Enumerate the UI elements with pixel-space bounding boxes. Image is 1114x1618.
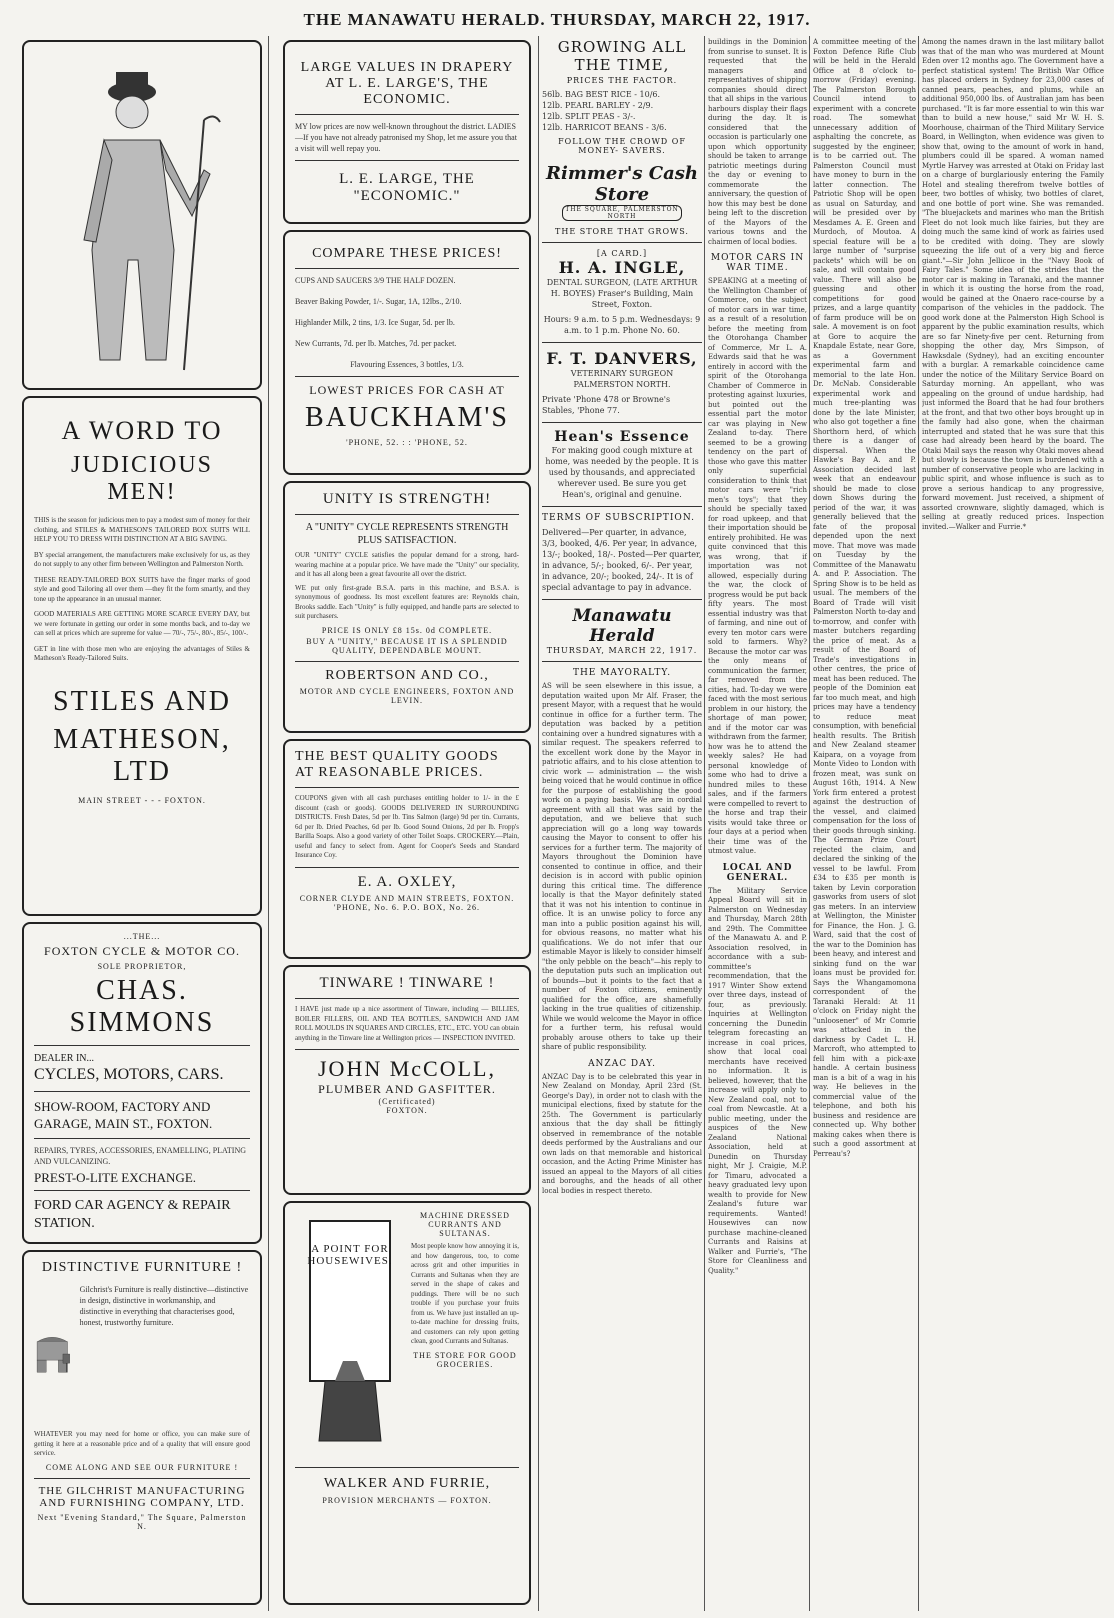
furn-company: THE GILCHRIST MANUFACTURING AND FURNISHING COMPANY, LTD.: [38, 1484, 246, 1509]
tin-place: FOXTON.: [386, 1106, 428, 1115]
cycle-company: FOXTON CYCLE & MOTOR CO.: [44, 944, 240, 958]
heans-text: For making good cough mixture at home, was needed by the people. It is used by thousands, and appreciated wherever used. Be sure you get Hean's, original and genuine.: [545, 446, 699, 499]
column-6: [922, 38, 1104, 1613]
cycle-repairs: REPAIRS, TYRES, ACCESSORIES, ENAMELLING, PLATING AND VULCANIZING.: [34, 1146, 247, 1166]
cycle-prest: PREST-O-LITE EXCHANGE.: [34, 1170, 197, 1185]
large-name: L. E. LARGE, THE "ECONOMIC.": [339, 171, 475, 204]
local-text: The Military Service Appeal Board will sit in Palmerston on Wednesday and Thursday, March 28th and 29th. The Committee of the Manawatu A. and P. Association resolved, in accordance with a sub-committee's recommendation, that the 1917 Winter Show extend over three days, instead of four, as previously. Inquiries at Wellington concerning the Dunedin telegram forecasting an increase in coal prices, show that local coal merchants have received no information. It is believed, however, that the increase will apply only to New Zealand coal, not to coal from Newcastle. At a public meeting, under the auspices of the New Zealand National Association, held at Dunedin on Thursday night, Mr J. Craigie, M.P. for Timaru, advocated a heavy graduated levy upon wealth to provide for New Zealand's future war requirements. Wanted! Housewives can now purchase machine-cleaned Currants and Raisins at Walker and Furrie's, "The Store for Cleanliness and Quality.": [708, 886, 807, 1275]
word-title: A WORD TO: [61, 416, 223, 445]
walker-store: THE STORE FOR GOOD GROCERIES.: [413, 1350, 517, 1369]
grow-follow: FOLLOW THE CROWD OF MONEY- SAVERS.: [558, 137, 686, 155]
bauck-phone: 'PHONE, 52. : : 'PHONE, 52.: [346, 438, 468, 447]
column-5: [813, 38, 916, 1613]
walker-furrie-ad: [283, 1201, 531, 1605]
word-p3: THESE READY-TAILORED BOX SUITS have the finger marks of good style and good Tailoring all over them —they fit the form smartly, and they tone up the appearance in an unusual manner.: [34, 575, 250, 603]
column-rule: [268, 36, 269, 1611]
masthead: THE MANAWATU HERALD. THURSDAY, MARCH 22, 1917.: [303, 10, 811, 29]
walker-name: WALKER AND FURRIE,: [323, 1476, 491, 1491]
herald-date: THURSDAY, MARCH 22, 1917.: [546, 646, 698, 655]
compare-item: CUPS AND SAUCERS 3/9 THE HALF DOZEN.: [295, 276, 456, 285]
tin-sub: PLUMBER AND GASFITTER.: [318, 1082, 496, 1096]
tin-name: JOHN McCOLL,: [318, 1056, 496, 1081]
walker-sub: PROVISION MERCHANTS — FOXTON.: [322, 1496, 492, 1505]
rim-square: THE SQUARE, PALMERSTON NORTH: [562, 205, 682, 221]
unity-sub: A "UNITY" CYCLE REPRESENTS STRENGTH PLUS SATISFACTION.: [305, 522, 509, 546]
column-rule: [809, 36, 810, 1611]
stiles-address: MAIN STREET - - - FOXTON.: [78, 795, 206, 805]
stiles-name-1: STILES AND: [53, 685, 231, 717]
cycle-owner: CHAS. SIMMONS: [69, 975, 215, 1038]
walker-point: A POINT FOR HOUSEWIVES.: [307, 1243, 393, 1267]
col5-text: A committee meeting of the Foxton Defence Rifle Club will be held in the Herald Office at 8 o'clock to-morrow (Friday) evening. The Palmerston Borough Council intend to experiment with a concrete road. The somewhat unnecessary addition of asphalting the concrete, as suggested by the engineer, is to be carried out. The Palmerston Council must have money to burn in the latter connection. The Patriotic Shop will be open as usual on Saturday, and will be presided over by Mesdames A. E. Green and Murdoch, of Moutoa. A special feature will be a large number of "surprise packets" which will be on sale, and will contain good value. There will also be guessing and other competitions for good prizes, and a large quantity of farm produce will be on sale. A movement is on foot at Gore to acquire the Knapdale Estate, near Gore, as a Government experimental farm and memorial to the late Hon. Dr. McNab. Considerable experimental work and much tree-planting was done by the late Minister, who also got together a fine Shorthorn herd, of which there is a danger of dispersal. When the Hawke's Bay A. and P. Association decided last week that an endeavour should be made to close down Shows during the period of the war, it was generally believed that the fate of the proposal depended upon the next move. That move was made on Tuesday by the Committee of the Manawatu A. and P. Association. The Spring Show is to be held as usual. The members of the Board of Trade will visit Palmerston North to-day and to-morrow, and confer with master butchers regarding the price of meat. As a result of the Board of Trade's investigations in other centres, the price of meat has been reduced. The people of the Dominion eat far too much meat, and high prices may have a tendency to reduce meat consumption, with beneficial health results. The British and New Zealand steamer Kaipara, on a voyage from Monte Video to London with frozen meat, was sunk on August 16th, 1914. A New York firm entered a protest against the destruction of the vessel, and claimed compensation for the loss of their goods through sinking. The German Prize Court rejected the claim, and declared the sinking of the vessel to be lawful. From £34 to £35 per month is taken by Levin corporation gasworks from users of slot gas meters. In an interview at Wellington, the Minister for Finance, the Hon. J. G. Ward, said that the cost of the war to the Dominion has been heavy, and interest and sinking fund on the war loans must be provided for. Says the Whangamomona correspondent of the Taranaki Herald: At 11 o'clock on Friday night the "unloosener" of Mr Comrie was attacked in the darkness by Cadet L. H. Marcroft, who attempted to fell him with a pick-axe handle. A certain business man is a bit of a wag in his way. He believes in the commercial value of the telephone, and both his business and residence are connected up. Why bother making cakes when there is such a good assortment at Perreau's?: [813, 38, 916, 1158]
column-rule: [538, 36, 539, 1611]
danvers-sub: VETERINARY SURGEON PALMERSTON NORTH.: [570, 369, 674, 389]
grow-item: 12lb. PEARL BARLEY - 2/9.: [542, 101, 654, 110]
compare-item: Flavouring Essences, 3 bottles, 1/3.: [350, 360, 464, 369]
word-p4: GOOD MATERIALS ARE GETTING MORE SCARCE EVERY DAY, but we were fortunate in getting our order in some months back, and to-day we can sell at prices which are supreme for value — 70/-, 75/-, 80/-, 85/-, 100/-.: [34, 610, 250, 637]
unity-p2: WE put only first-grade B.S.A. parts in this machine, and B.S.A. is synonymous of goodness. Its most excellent features are: Reynolds chain, Brooks saddle. Each "Unity" is fully equipped, and handle parts are selected to suit purchasers.: [295, 583, 519, 620]
anzac-heading: ANZAC DAY.: [588, 1058, 656, 1069]
column-rule: [704, 36, 705, 1611]
compare-item: New Currants, 7d. per lb. Matches, 7d. per packet.: [295, 339, 457, 348]
cycle-sole: SOLE PROPRIETOR,: [97, 962, 187, 971]
oxley-ad: [283, 739, 531, 959]
rim-grows: THE STORE THAT GROWS.: [555, 227, 689, 236]
mayor-heading: THE MAYORALTY.: [572, 668, 672, 678]
furn-text: Gilchrist's Furniture is really distinctive—distinctive in design, distinctive in workmanship, and distinctive in everything that characterises good, honest, trustworthy furniture.: [79, 1285, 249, 1327]
bauck-lowest: LOWEST PRICES FOR CASH AT: [309, 383, 505, 397]
ingle-hours: Hours: 9 a.m. to 5 p.m. Wednesdays: 9 a.m. to 1 p.m. Phone No. 60.: [543, 315, 701, 335]
tin-title: TINWARE ! TINWARE !: [319, 975, 495, 991]
word-title-2: JUDICIOUS MEN!: [70, 452, 213, 505]
walker-text: Most people know how annoying it is, and how dangerous, too, to come across grit and other impurities in Currants and Sultanas when they are served in the shape of cakes and puddings. There will be no such trouble if you purchase your fruits from us. We have just installed an up-to-date machine for dressing fruits, and customers can rely upon getting clean, good Currants and Sultanas.: [411, 1242, 519, 1345]
cycle-showroom: SHOW-ROOM, FACTORY AND GARAGE, MAIN ST., FOXTON.: [34, 1099, 213, 1131]
large-drapery-ad: [283, 40, 531, 224]
rob-name: ROBERTSON AND CO.,: [325, 667, 489, 683]
tin-text: I HAVE just made up a nice assortment of Tinware, including — BILLIES, BOILER FILLERS, OIL AND TEA BOTTLES, SANDWICH AND JAM ROLL MOULDS IN SQUARES AND CIRCLES, ETC., ETC. YOU can obtain anything in the Tinware line at Wellington prices — INSPECTION INVITED.: [295, 1005, 519, 1042]
bauckham-ad: [283, 230, 531, 475]
unity-title: UNITY IS STRENGTH!: [322, 491, 492, 507]
terms-title: TERMS OF SUBSCRIPTION.: [542, 513, 695, 523]
bauck-name: BAUCKHAM'S: [305, 402, 509, 433]
unity-buy: BUY A "UNITY," BECAUSE IT IS A SPLENDID QUALITY, DEPENDABLE MOUNT.: [306, 636, 508, 655]
local-heading: LOCAL AND GENERAL.: [722, 862, 793, 883]
oxley-address: CORNER CLYDE AND MAIN STREETS, FOXTON. 'PHONE, No. 6. P.O. BOX, No. 26.: [299, 893, 515, 912]
stiles-name-2: MATHESON, LTD: [53, 723, 231, 787]
cycle-goods: CYCLES, MOTORS, CARS.: [34, 1066, 224, 1083]
oxley-title: THE BEST QUALITY GOODS AT REASONABLE PRICES.: [295, 749, 499, 780]
unity-price: PRICE IS ONLY £8 15s. 0d COMPLETE.: [321, 625, 493, 635]
ingle-card: [A CARD.]: [596, 249, 648, 258]
furn-p2: WHATEVER you may need for home or office, you can make sure of getting it here at a reasonable price and of a quality that will ensure good service.: [34, 1430, 250, 1457]
col4-p1: buildings in the Dominion from sunrise to sunset. It is requested that the managers and representatives of shipping companies should direct that all ships in the various harbours display their flags during the day. It is considered that the occasion is particularly one upon which opportunity should be taken to arrange patriotic meetings during the day or evening to commemorate the anniversary, the question of how this may best be done being left to the discretion of the Mayors of the various towns and the chairmen of local bodies.: [708, 38, 807, 246]
oxley-name: E. A. OXLEY,: [357, 873, 457, 890]
grow-item: 12lb. HARRICOT BEANS - 3/6.: [542, 123, 667, 132]
col6-text: Among the names drawn in the last military ballot was that of the man who was murdered at Mount Eden over 12 months ago. The Government have a perfect statistical system! The British War Office has placed orders in Sydney for 23,000 cases of canned pears, peaches, and plums, while an additional 950,000 lbs. of Australian jam has been purchased. "It is far more essential to win this war than to build a new house," said Mr W. H. S. Moorhouse, chairman of the Third Military Service Board, in Wellington, when evidence was given to show that, owing to the amount of work in hand, plumbers could ill be spared. A woman named Myrtle Harvey was arrested at Otaki on Friday last on a charge of burglariously entering the Family Hotel and stealing therefrom twelve bottles of beer, two bottles of whisky, two bottles of claret, and one bottle of port wine. She was remanded. "The bluejackets and marines who man the British Fleet do not look much like fairies, but they are doing much the same kind of work as fairies used to be credited with doing. They are slowly squeezing the life out of a very big and fierce giant."—Sir John Jellicoe in the "Navy Book of Fairy Tales." Some idea of the strides that the motor car is making in Taranaki, and the manner in which it is ousting the horse from the road, would be gained at the Onaero race-course by a comparison of the vehicles in the paddock. The good work done at the Palmerston High School is apparent by the public examination results, which are so far Ninety-five per cent. Returning from shopping the other day, Mrs Simpson, of Hawksdale (Sydney), had an exciting encounter with a burglar. A remarkable coincidence came under the notice of the Military Service Board on Saturday morning. An appellant, who was appealing on the ground of undue hardship, had just informed the Board that he had four brothers at the front, and that two other boys brought up in the family had also gone, when the chairman interrupted and stated that he was sure that this case had already been heard by the board. The Otaki Mail says the reason why Otaki moves ahead but slowly is because the town is burdened with a number of conservative people who are lacking in public spirit, and whose influence is such as to prove a serious handicap to any progressive, forward movement. Just received, a shipment of assorted crownware, slightly damaged, which is selling at greatly reduced prices. Inspection invited.—Walker and Furrie.*: [922, 38, 1104, 531]
word-p5: GET in line with those men who are enjoying the advantages of Stiles & Matheson's Ready-Tailored Suits.: [34, 644, 250, 662]
cycle-dealer: DEALER IN...: [34, 1053, 94, 1064]
danvers-name: F. T. DANVERS,: [546, 349, 698, 368]
grow-item: 56lb. BAG BEST RICE - 10/6.: [542, 90, 661, 99]
suit-illustration-ad: [22, 40, 262, 390]
word-p2: BY special arrangement, the manufacturers make exclusively for us, as they do not supply to any other firm between Wellington and Palmerston North.: [34, 550, 250, 568]
terms-text: Delivered—Per quarter, in advance, 3/3, booked, 4/6. Per year, in advance, 13/-; booked, 18/-. Posted—Per quarter, in advance, 5/-; booked, 6/-. Per year, in advance, 20/-; booked, 24/-. It is of special advantage to pay in advance.: [542, 528, 702, 592]
stiles-matheson-ad: [22, 396, 262, 916]
large-title: LARGE VALUES IN DRAPERY AT L. E. LARGE'S, THE ECONOMIC.: [300, 60, 514, 107]
danvers-phone: Private 'Phone 478 or Browne's Stables, 'Phone 77.: [542, 395, 671, 415]
mccoll-tinware-ad: [283, 965, 531, 1195]
rimmers-logo: Rimmer's Cash Store: [546, 163, 698, 205]
furn-come: COME ALONG AND SEE OUR FURNITURE !: [45, 1462, 239, 1472]
grow-title: GROWING ALL THE TIME,: [557, 38, 687, 74]
large-text: MY low prices are now well-known throughout the district. LADIES—If you have not already patronised my Shop, let me assure you that a visit will well repay you.: [295, 122, 517, 153]
grow-item: 12lb. SPLIT PEAS - 3/-.: [542, 112, 636, 121]
compare-item: Highlander Milk, 2 tins, 1/3. Ice Sugar, 5d. per lb.: [295, 318, 455, 327]
column-4: [708, 38, 807, 1613]
rob-sub: MOTOR AND CYCLE ENGINEERS, FOXTON AND LEVIN.: [299, 686, 515, 705]
column-3: [542, 38, 702, 1196]
heans-title: Hean's Essence: [554, 429, 690, 445]
word-p1: THIS is the season for judicious men to pay a modest sum of money for their clothing, and STILES & MATHESON'S TAILORED BOX SUITS WILL HELP YOU TO DRESS WITH DISTINCTION AT A BIG SAVING.: [34, 516, 250, 543]
compare-item: Beaver Baking Powder, 1/-. Sugar, 1A, 12lbs., 2/10.: [295, 297, 462, 306]
compare-title: COMPARE THESE PRICES!: [312, 246, 502, 261]
oxley-text: COUPONS given with all cash purchases entitling holder to 1/- in the £ discount (cash or goods). GOODS DELIVERED IN SURROUNDING DISTRICTS. Fresh Dates, 5d per lb. Tins Salmon (large) 9d per tin. Currants, 6d per lb. Dried Peaches, 6d per lb. Good Sound Onions, 2d per lb. Fropp's Barilla Soaps. Also a good variety of other Toilet Soaps. CROCKERY.—Plain, useful and fancy to select from. Agent for Cooper's Seeds and Standard Insurance Coy.: [295, 794, 519, 859]
robertson-unity-ad: [283, 481, 531, 733]
ingle-sub: DENTAL SURGEON, (LATE ARTHUR H. BOYES) Fraser's Building, Main Street, Foxton.: [546, 278, 698, 309]
grow-sub: PRICES THE FACTOR.: [566, 76, 678, 85]
anzac-text: ANZAC Day is to be celebrated this year in New Zealand on Monday, April 23rd (St. George's Day), in order not to clash with the municipal elections, fixed by statute for the 25th. The Government is particularly anxious that the day shall be fittingly observed in remembrance of the notable deeds performed by the Australians and our own lads on that memorable and historical occasion, and the Acting Prime Minister has issued an appeal to the Mayors of all cities and boroughs, and the heads of all other local bodies in respect thereto.: [542, 1072, 702, 1195]
man-in-suit-illustration: [34, 50, 254, 380]
tin-cert: (Certificated): [378, 1097, 436, 1106]
furn-address: Next "Evening Standard," The Square, Palmerston N.: [37, 1512, 247, 1531]
motor-heading: MOTOR CARS IN WAR TIME.: [710, 253, 805, 273]
furn-title: DISTINCTIVE FURNITURE !: [41, 1260, 243, 1275]
mayor-text: AS will be seen elsewhere in this issue, a deputation waited upon Mr Alf. Fraser, the present Mayor, with a request that he would continue in office for a further term. The deputation was backed by a petition containing over a hundred signatures with a similar request. The speakers referred to the excellent work done by the Mayor in patriotic affairs, and to his close attention to civic work — administration — the wish being voiced that he would continue in office for the purpose of establishing the good work on a paying basis. We are in cordial agreement with all that was said by the deputation, and we believe that such appreciation will go a long way towards causing the Mayor to consent to offer his services for a further term. The majority of Mayors throughout the Dominion have consented to continue in office, and their decision is in accord with public opinion during this critical time. The difference locally is that the Mayor definitely stated that it was not his intention to continue in office. It is an unwise policy to force any man into a public position against his will, for obvious reasons, no matter what his qualifications. We do not infer that our estimable Mayor is likely to consider himself "the only pebble on the beach"—his reply to the deputation puts such an implication out of bounds—but it points to the fact that a number of Foxton citizens, eminently qualified for the office, are shamefully lacking in the true qualities of citizenship. While we would welcome the Mayor in office for a further term, his refusal would probably arouse others to take up their share of public responsibility.: [542, 682, 702, 1051]
gilchrist-furniture-ad: [22, 1250, 262, 1605]
unity-p1: OUR "UNITY" CYCLE satisfies the popular demand for a strong, hard-wearing machine at a popular price. We have made the "Unity" our speciality, and it has all along been a great favourite all over the district.: [295, 551, 519, 578]
cycle-ford: FORD CAR AGENCY & REPAIR STATION.: [34, 1198, 231, 1231]
walker-head: MACHINE DRESSED CURRANTS AND SULTANAS.: [420, 1211, 510, 1238]
ingle-name: H. A. INGLE,: [558, 258, 686, 277]
column-rule: [918, 36, 919, 1611]
cycle-the: ...THE...: [123, 932, 161, 941]
desk-illustration: [34, 1284, 74, 1424]
foxton-cycle-ad: [22, 922, 262, 1244]
herald-title: Manawatu Herald: [572, 606, 672, 646]
motor-text: SPEAKING at a meeting of the Wellington Chamber of Commerce, on the subject of motor cars in war time, as a result of a resolution before the meeting from the Otorohanga Chamber of Commerce, Mr L. A. Edwards said that he was entirely in accord with the spirit of the Otorohanga Chamber of Commerce in protesting against luxuries, but pointed out the essential part the motor car was playing in New Zealand to-day. There seemed to be a growing tendency on the part of those who gave this matter only superficial consideration to think that motor cars were "rich men's toys"; that they should be specially taxed for road upkeep, and that their importation should be entirely prohibited. He was quite convinced that this was wrong, that if importation was not allowed, especially during the war, the clock of progress would be put back fifty years. The most essential industry was that of farming, and nine out of every ten motor cars were sold to farmers. Why? Because the motor car was the only means of communication the farmer, far removed from the cities, had. To-day we were faced with the most serious problem in our history, the shortage of man power, and if the motor car was withdrawn from the farmer, how was he to attend the weekly sales? He had personal knowledge of some who had to drive a hundred miles to these sales, and if the farmers were compelled to revert to the horse and trap their visits would take three or four days at a period when their time was of the utmost value.: [708, 277, 807, 855]
